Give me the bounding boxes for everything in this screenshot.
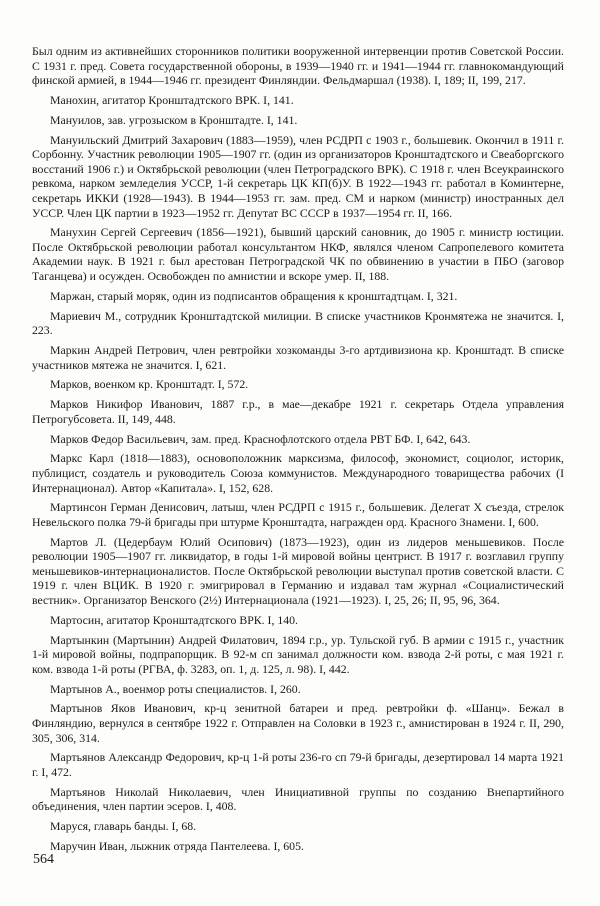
index-entry: Мариевич М., сотрудник Кронштадтской милиции. В списке участников Кронмятежа не значится. I, 223. [32, 308, 564, 338]
index-entry: Маруся, главарь банды. I, 68. [50, 819, 197, 834]
index-entry: Мартинсон Герман Денисович, латыш, член РСДРП с 1915 г., большевик. Делегат X съезда, стрелок Невельского полка 79-й бригады при штурме Кронштадта, награжден орд. Красного Знамени. I, 600. [32, 500, 564, 529]
index-entry: Был одним из активнейших сторонников политики вооруженной интервенции против Советской России. С 1931 г. пред. Совета государственной обороны, в 1939—1940 гг. и 1941—1944 гг. главнокомандующий финской армией, в 1944—1946 гг. президент Финляндии. Фельдмаршал (1938). I, 189; II, 199, 217. [32, 44, 564, 88]
index-entry: Марков Никифор Иванович, 1887 г.р., в мае—декабре 1921 г. секретарь Отдела управления Петрогубсовета. II, 149, 448. [32, 397, 564, 426]
index-entry: Мартьянов Николай Николаевич, член Инициативной группы по созданию Внепартийного объединения, член партии эсеров. I, 408. [32, 784, 564, 814]
index-entries [32, 44, 564, 859]
index-entry: Манухин Сергей Сергеевич (1856—1921), бывший царский сановник, до 1905 г. министр юстиции. После Октябрьской революции работал консультантом НКФ, являлся членом Сапропелевого комитета Академии наук. В 1921 г. был арестован Петроградской ЧК по обвинению в участии в ПБО (заговор Таганцева) и осужден. Освобожден по амнистии и вскоре умер. II, 188. [32, 225, 564, 284]
index-entry: Мартов Л. (Цедербаум Юлий Осипович) (1873—1923), один из лидеров меньшевиков. После революции 1905—1907 гг. ликвидатор, в годы 1-й мировой войны центрист. В 1917 г. возглавил группу меньшевиков-интернационалистов. После Октябрьской революции выступал против советской власти. С 1919 г. член ВЦИК. В 1920 г. эмигрировал в Германию и издавал там журнал «Социалистический вестник». Организатор Венского (2½) Интернационала (1921—1923). I, 25, 26; II, 95, 96, 364. [32, 534, 564, 608]
index-entry: Марков Федор Васильевич, зам. пред. Краснофлотского отдела РВТ БФ. I, 642, 643. [50, 431, 471, 446]
index-entry: Мартьянов Александр Федорович, кр-ц 1-й роты 236-го сп 79-й бригады, дезертировал 14 марта 1921 г. I, 472. [32, 750, 564, 779]
index-entry: Мартынов Яков Иванович, кр-ц зенитной батареи и пред. ревтройки ф. «Шанц». Бежал в Финляндию, вернулся в сентябре 1922 г. Отправлен на Соловки в 1923 г., амнистирован в 1924 г. II, 290, 305, 306, 314. [32, 701, 564, 745]
index-entry: Мануилов, зав. угрозыском в Кронштадте. I, 141. [50, 112, 298, 127]
index-entry: Марков, военком кр. Кронштадт. I, 572. [50, 377, 249, 392]
index-entry: Манохин, агитатор Кронштадтского ВРК. I, 141. [50, 92, 294, 107]
index-entry: Мануильский Дмитрий Захарович (1883—1959), член РСДРП с 1903 г., большевик. Окончил в 1911 г. Сорбонну. Участник революции 1905—1907 гг. (один из организаторов Кронштадтского и Свеаборгского восстаний 1906 г.) и Октябрьской революции (член Петроградского ВРК). С 1918 г. член Всеукраинского ревкома, нарком земледелия УССР, 1-й секретарь ЦК КП(б)У. В 1922—1943 гг. работал в Коминтерне, секретарь ИККИ (1928—1943). В 1944—1953 гг. зам. пред. СМ и нарком (министр) иностранных дел УССР. Член ЦК партии в 1923—1952 гг. Депутат ВС СССР в 1937—1954 гг. II, 166. [32, 132, 564, 220]
index-entry: Мартосин, агитатор Кронштадтского ВРК. I, 140. [50, 612, 299, 627]
index-entry: Маркин Андрей Петрович, член ревтройки хозкоманды 3-го артдивизиона кр. Кронштадт. В списке участников мятежа не значится. I, 621. [32, 343, 564, 372]
page-number: 564 [33, 852, 54, 867]
index-entry: Мартынов А., военмор роты специалистов. I, 260. [50, 681, 301, 696]
index-entry: Маржан, старый моряк, один из подписантов обращения к кронштадтцам. I, 321. [50, 288, 458, 303]
index-entry: Маркс Карл (1818—1883), основоположник марксизма, философ, экономист, социолог, историк, публицист, создатель и руководитель Союза коммунистов. Международного товарищества рабочих (I Интернационал). Автор «Капитала». I, 152, 628. [32, 451, 564, 495]
index-entry: Мартынкин (Мартынин) Андрей Филатович, 1894 г.р., ур. Тульской губ. В армии с 1915 г., участник 1-й мировой войны, подпрапорщик. В 92-м сп занимал должности ком. взвода 2-й роты, с мая 1921 г. ком. взвода 1-й роты (РГВА, ф. 3283, оп. 1, д. 125, л. 98). I, 442. [32, 632, 564, 676]
index-entry: Маручин Иван, лыжник отряда Пантелеева. I, 605. [50, 838, 304, 853]
